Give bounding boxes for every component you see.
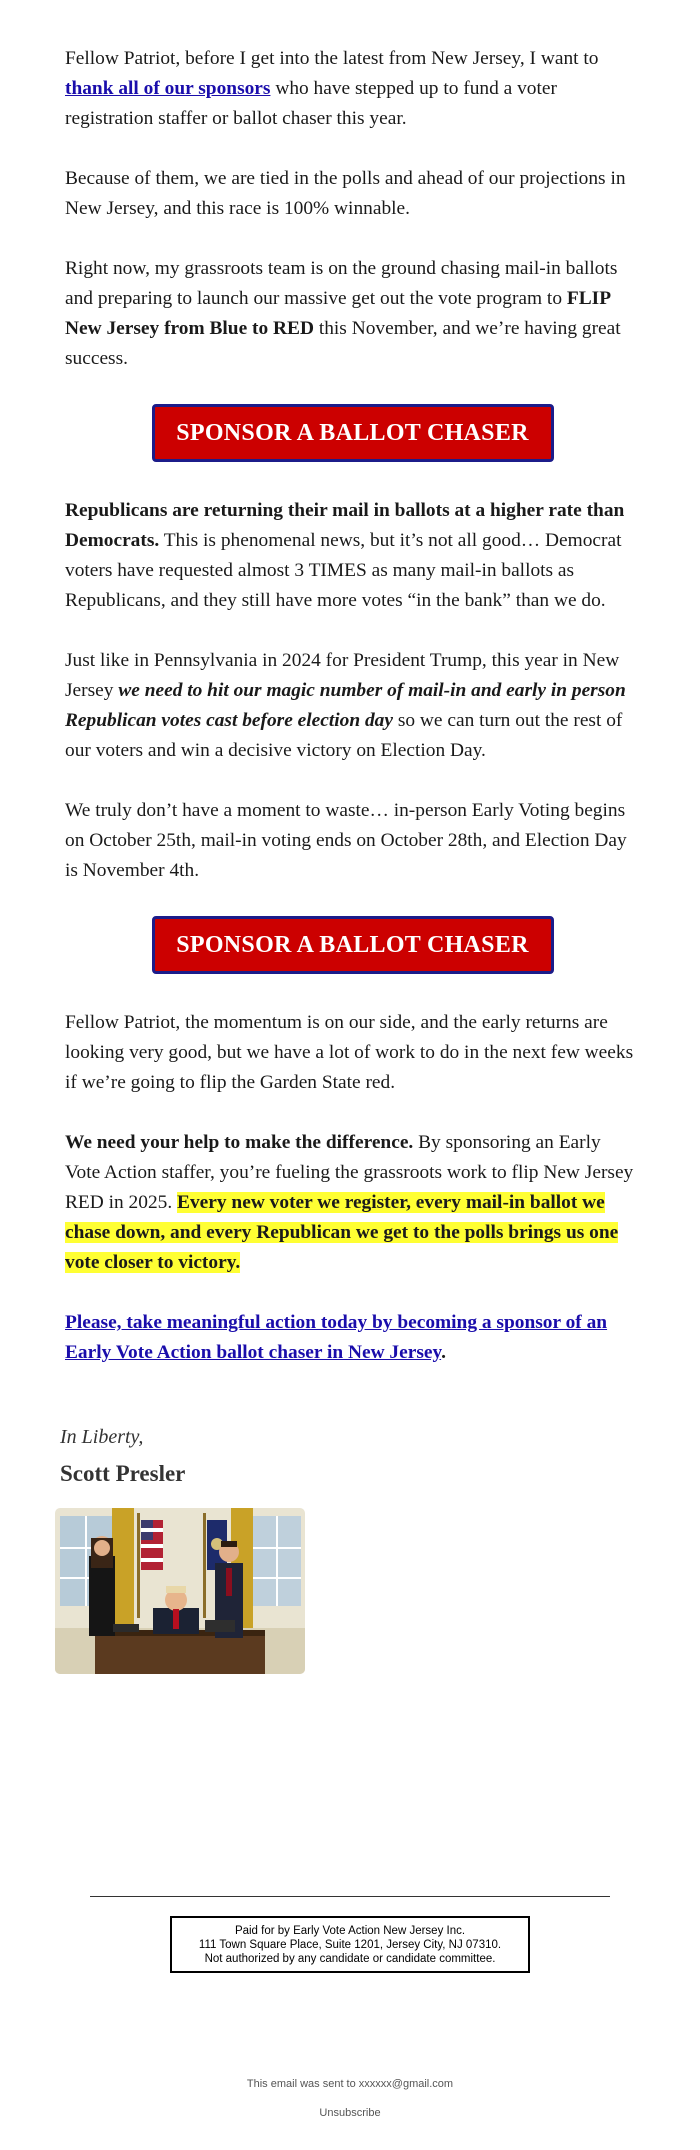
cta-container — [65, 404, 640, 462]
signature — [60, 1426, 185, 1487]
oval-office-photo — [55, 1508, 305, 1674]
sponsors-link[interactable]: thank all of our sponsors — [65, 78, 271, 99]
intro-paragraph: Fellow Patriot, before I get into the latest from New Jersey, I want to thank all of our sponsors who have stepped up to fund a voter registration staffer or ballot chaser this year. — [65, 48, 599, 129]
become-sponsor-link[interactable]: Please, take meaningful action today by becoming a sponsor of an Early Vote Action ballot chaser in New Jersey — [65, 1312, 608, 1363]
signature-closing: In Liberty, — [60, 1426, 144, 1448]
footer-divider — [90, 1896, 610, 1897]
cta-container — [65, 916, 640, 974]
sponsor-ballot-chaser-button[interactable]: SPONSOR A BALLOT CHASER — [152, 404, 554, 462]
highlighted-text: Every new voter we register, every mail-in ballot we chase down, and every Republican we get to the polls brings us one vote closer to victory. — [65, 1192, 619, 1273]
magic-number-paragraph: Just like in Pennsylvania in 2024 for President Trump, this year in New Jersey we need to hit our magic number of mail-in and early in person Republican votes cast before election day so we can turn out the rest of our voters and win a decisive victory on Election Day. — [65, 650, 626, 761]
sponsor-ballot-chaser-button[interactable]: SPONSOR A BALLOT CHASER — [152, 916, 554, 974]
dates-paragraph: We truly don’t have a moment to waste… in-person Early Voting begins on October 25th, mail-in voting ends on October 28th, and Election Day is November 4th. — [65, 800, 627, 881]
signature-name: Scott Presler — [60, 1461, 186, 1486]
sent-to-notice: This email was sent to xxxxxx@gmail.com — [246, 2078, 454, 2090]
grassroots-paragraph: Right now, my grassroots team is on the ground chasing mail-in ballots and preparing to launch our massive get out the vote program to FLIP New Jersey from Blue to RED this November, and we’re having great success. — [65, 258, 621, 369]
action-paragraph: Please, take meaningful action today by becoming a sponsor of an Early Vote Action ballot chaser in New Jersey. — [65, 1312, 608, 1363]
momentum-paragraph: Fellow Patriot, the momentum is on our side, and the early returns are looking very good, but we have a lot of work to do in the next few weeks if we’re going to flip the Garden State red. — [65, 1012, 634, 1093]
mail-in-paragraph: Republicans are returning their mail in ballots at a higher rate than Democrats. This is phenomenal news, but it’s not all good… Democrat voters have requested almost 3 TIMES as many mail-in ballots as Republicans, and they still have more votes “in the bank” than we do. — [65, 500, 625, 611]
unsubscribe-link[interactable]: Unsubscribe — [319, 2107, 381, 2119]
help-paragraph: We need your help to make the difference. By sponsoring an Early Vote Action staffer, you’re fueling the grassroots work to flip New Jersey RED in 2025. Every new voter we register, every mail-in ballot we chase down, and every Republican we get to the polls brings us one vote closer to victory. — [65, 1132, 634, 1273]
paid-for-disclaimer: Paid for by Early Vote Action New Jersey Inc. 111 Town Square Place, Suite 1201, Jersey City, NJ 07310. Not authorized by any candidate or candidate committee. — [170, 1916, 530, 1973]
unsubscribe-container — [0, 2107, 700, 2119]
email-body — [65, 44, 640, 1368]
polls-paragraph: Because of them, we are tied in the polls and ahead of our projections in New Jersey, and this race is 100% winnable. — [65, 168, 626, 219]
